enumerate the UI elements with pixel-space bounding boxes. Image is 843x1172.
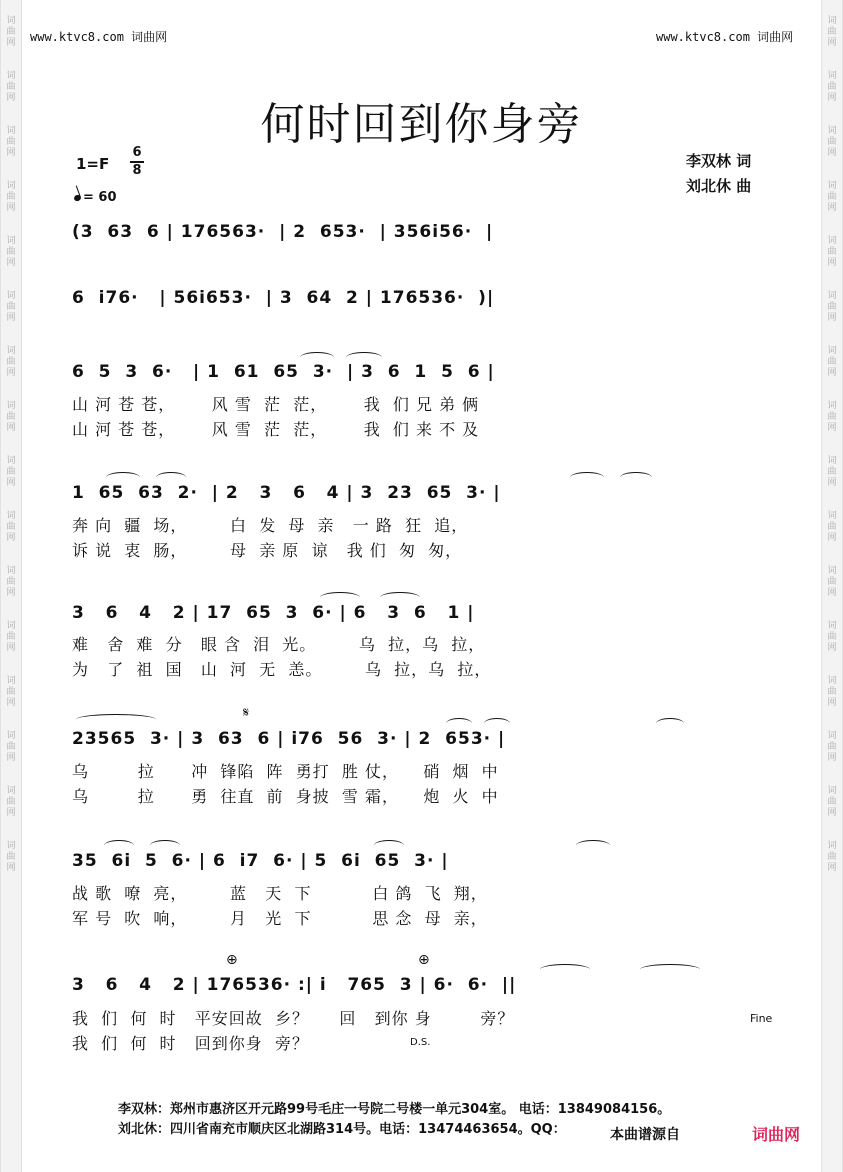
lyric-line-1: 奔 向 疆 场， 白 发 母 亲 一 路 狂 追，	[72, 516, 469, 535]
notation-row: 35 6i 5 6· | 6 i7 6· | 5 6i 65 3· |	[72, 851, 449, 871]
composer-credit: 刘北休 曲	[686, 177, 752, 195]
watermark-text: 词 曲 网	[6, 291, 16, 323]
left-watermark-strip	[0, 0, 22, 1172]
song-title: 何时回到你身旁	[260, 99, 583, 150]
watermark-text: 词 曲 网	[827, 841, 837, 873]
slur	[540, 964, 590, 975]
slur	[156, 472, 186, 483]
composer-address: 刘北休：四川省南充市顺庆区北湖路314号。电话：13474463654。QQ：	[118, 1122, 566, 1137]
key-signature: 1=F	[76, 155, 110, 173]
watermark-text: 词 曲 网	[827, 456, 837, 488]
slur	[320, 592, 360, 603]
watermark-text: 词 曲 网	[6, 126, 16, 158]
lyric-line-1: 战 歌 嘹 亮， 蓝 天 下 白 鸽 飞 翔，	[72, 884, 488, 903]
quarter-note-icon	[73, 194, 82, 202]
segno-icon: 𝄋	[243, 705, 250, 721]
watermark-text: 词 曲 网	[6, 346, 16, 378]
watermark-text: 词 曲 网	[827, 731, 837, 763]
time-top: 6	[132, 145, 142, 160]
watermark-text: 词 曲 网	[827, 511, 837, 543]
watermark-text: 词 曲 网	[827, 566, 837, 598]
time-bottom: 8	[132, 163, 142, 178]
notation-row: 3 6 4 2 | 17 65 3 6· | 6 3 6 1 |	[72, 603, 475, 623]
slur	[150, 840, 180, 851]
notation-row: 23565 3· | 3 63 6 | i76 56 3· | 2 653· |	[72, 729, 506, 749]
notation-row: 1 65 63 2· | 2 3 6 4 | 3 23 65 3· |	[72, 483, 501, 503]
slur	[104, 840, 134, 851]
slur	[570, 472, 604, 483]
source-label: 本曲谱源自	[610, 1127, 680, 1143]
watermark-text: 词 曲 网	[827, 621, 837, 653]
notation-row: 6 5 3 6· | 1 61 65 3· | 3 6 1 5 6 |	[72, 362, 495, 382]
watermark-text: 词 曲 网	[827, 71, 837, 103]
slur	[656, 718, 684, 729]
watermark-text: 词 曲 网	[827, 676, 837, 708]
slur	[576, 840, 610, 851]
slur	[380, 592, 420, 603]
notation-row: (3 63 6 | 176563· | 2 653· | 356i56· |	[72, 222, 494, 242]
watermark-text: 词 曲 网	[6, 841, 16, 873]
lyricist-address: 李双林：郑州市惠济区开元路99号毛庄一号院二号楼一单元304室。 电话：13849084156。	[118, 1102, 671, 1117]
lyric-line-1: 我 们 何 时 平安回故 乡？ 回 到你 身 旁？	[72, 1009, 515, 1028]
ds-marking: D.S.	[410, 1037, 431, 1048]
slur	[446, 718, 472, 729]
watermark-text: 词 曲 网	[6, 71, 16, 103]
slur	[300, 352, 334, 363]
tempo-value: = 60	[83, 190, 117, 205]
watermark-text: 词 曲 网	[827, 16, 837, 48]
watermark-text: 词 曲 网	[6, 181, 16, 213]
watermark-text: 词 曲 网	[6, 456, 16, 488]
brand-logo[interactable]: 词曲网	[752, 1125, 801, 1144]
fine-marking: Fine	[750, 1012, 773, 1025]
lyric-line-2: 诉 说 衷 肠， 母 亲 原 谅 我 们 匆 匆，	[72, 541, 463, 560]
watermark-text: 词 曲 网	[6, 731, 16, 763]
right-watermark-strip	[821, 0, 843, 1172]
slur	[620, 472, 652, 483]
watermark-text: 词 曲 网	[6, 621, 16, 653]
watermark-text: 词 曲 网	[6, 676, 16, 708]
slur	[76, 714, 156, 725]
slur	[484, 718, 510, 729]
watermark-text: 词 曲 网	[6, 566, 16, 598]
lyric-line-2: 乌 拉 勇 往直 前 身披 雪 霜， 炮 火 中	[72, 787, 499, 806]
site-url-right[interactable]: www.ktvc8.com 词曲网	[656, 30, 794, 44]
watermark-text: 词 曲 网	[6, 401, 16, 433]
watermark-text: 词 曲 网	[827, 291, 837, 323]
watermark-text: 词 曲 网	[827, 346, 837, 378]
watermark-text: 词 曲 网	[6, 511, 16, 543]
coda-icon: ⊕	[418, 952, 430, 968]
slur	[374, 840, 404, 851]
watermark-text: 词 曲 网	[827, 236, 837, 268]
lyricist-credit: 李双林 词	[686, 152, 752, 170]
watermark-text: 词 曲 网	[6, 786, 16, 818]
watermark-text: 词 曲 网	[6, 16, 16, 48]
slur	[106, 472, 140, 483]
notation-row: 6 i76· | 56i653· | 3 64 2 | 176536· )|	[72, 288, 495, 308]
site-url-left[interactable]: www.ktvc8.com 词曲网	[30, 30, 168, 44]
lyric-line-2: 为 了 祖 国 山 河 无 恙。 乌 拉，乌 拉，	[72, 660, 492, 679]
time-signature	[130, 146, 144, 178]
slur	[346, 352, 382, 363]
lyric-line-2: 山 河 苍 苍， 风 雪 茫 茫， 我 们 来 不 及	[72, 420, 480, 439]
watermark-text: 词 曲 网	[827, 126, 837, 158]
lyric-line-2: 我 们 何 时 回到你身 旁？	[72, 1034, 309, 1053]
lyric-line-1: 难 舍 难 分 眼 含 泪 光。 乌 拉，乌 拉，	[72, 635, 486, 654]
watermark-text: 词 曲 网	[827, 181, 837, 213]
slur	[640, 964, 700, 975]
watermark-text: 词 曲 网	[827, 786, 837, 818]
tempo-marking	[74, 190, 117, 205]
watermark-text: 词 曲 网	[827, 401, 837, 433]
lyric-line-1: 乌 拉 冲 锋陷 阵 勇打 胜 仗， 硝 烟 中	[72, 762, 499, 781]
lyric-line-1: 山 河 苍 苍， 风 雪 茫 茫， 我 们 兄 弟 俩	[72, 395, 480, 414]
watermark-text: 词 曲 网	[6, 236, 16, 268]
lyric-line-2: 军 号 吹 响， 月 光 下 思 念 母 亲，	[72, 909, 488, 928]
coda-icon: ⊕	[226, 952, 238, 968]
notation-row: 3 6 4 2 | 176536· :| i 765 3 | 6· 6· ||	[72, 975, 517, 995]
